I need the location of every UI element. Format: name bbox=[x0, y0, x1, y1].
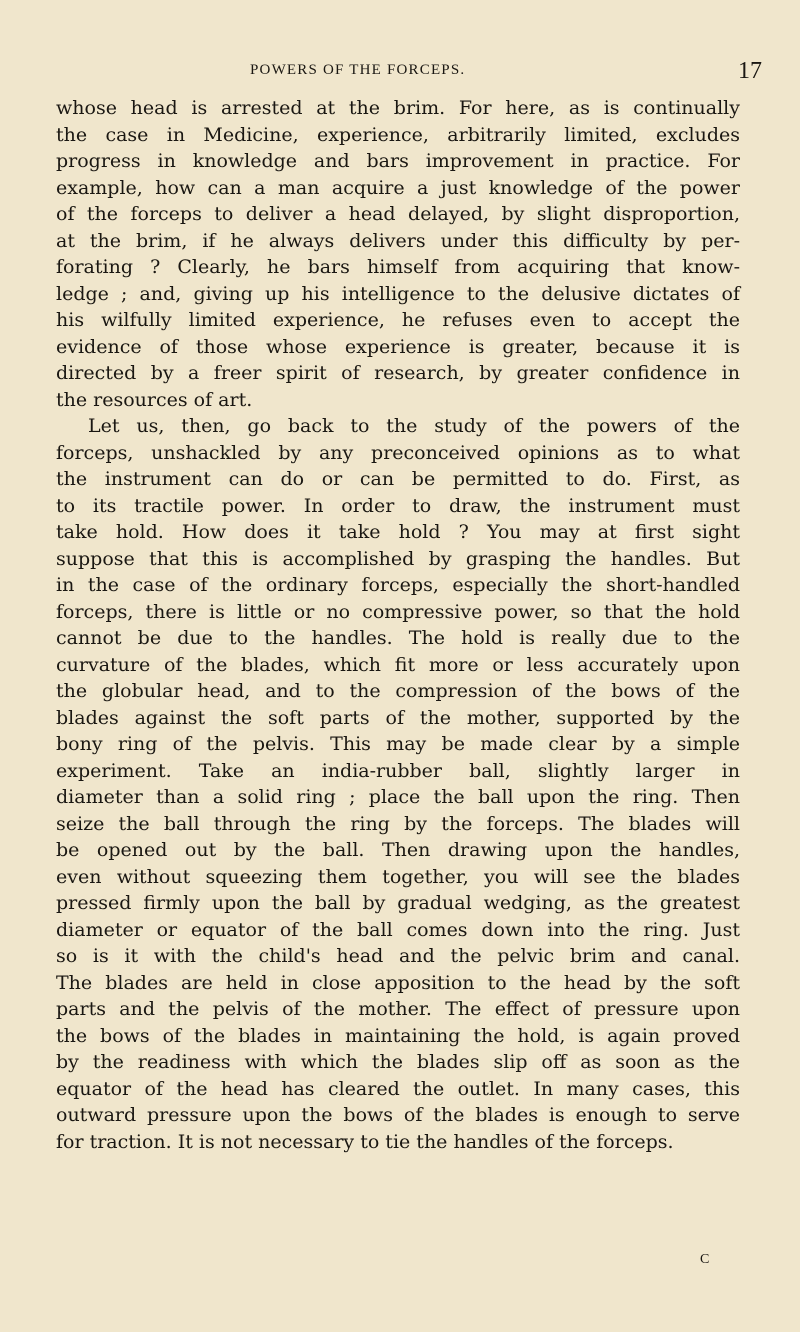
text-line: be opened out by the ball. Then drawing upon the handles, bbox=[56, 839, 740, 861]
text-line: the case in Medicine, experience, arbitrarily limited, excludes bbox=[56, 123, 740, 146]
text-line: outward pressure upon the bows of the blades is enough to serve bbox=[56, 1104, 740, 1126]
text-line: blades against the soft parts of the mother, supported by the bbox=[56, 706, 740, 729]
text-line: diameter than a solid ring ; place the ball upon the ring. Then bbox=[56, 786, 740, 808]
text-line: curvature of the blades, which fit more or less accurately upon bbox=[56, 653, 740, 676]
text-line: at the brim, if he always delivers under this difficulty by per- bbox=[56, 229, 740, 252]
text-line: the bows of the blades in maintaining the hold, is again proved bbox=[56, 1024, 740, 1047]
text-line: his wilfully limited experience, he refuses even to accept the bbox=[56, 309, 740, 331]
text-line: example, how can a man acquire a just knowledge of the power bbox=[56, 176, 740, 199]
text-line: Let us, then, go back to the study of the powers of the bbox=[88, 415, 740, 437]
text-line: suppose that this is accomplished by grasping the handles. But bbox=[56, 547, 740, 570]
text-line: forceps, there is little or no compressive power, so that the hold bbox=[56, 600, 740, 623]
text-line: seize the ball through the ring by the forceps. The blades will bbox=[56, 812, 740, 835]
text-line: so is it with the child's head and the pelvic brim and canal. bbox=[56, 945, 740, 967]
signature-mark: C bbox=[700, 1252, 710, 1267]
text-line: for traction. It is not necessary to tie the handles of the forceps. bbox=[56, 1130, 674, 1153]
text-line: the globular head, and to the compression of the bows of the bbox=[56, 680, 740, 702]
text-line: equator of the head has cleared the outlet. In many cases, this bbox=[56, 1077, 740, 1100]
text-line: parts and the pelvis of the mother. The effect of pressure upon bbox=[56, 998, 740, 1020]
text-line: in the case of the ordinary forceps, especially the short-handled bbox=[56, 574, 740, 596]
paragraph bbox=[56, 413, 740, 1155]
page-number: 17 bbox=[738, 58, 762, 84]
text-line: cannot be due to the handles. The hold is really due to the bbox=[56, 627, 740, 649]
header-title: POWERS OF THE FORCEPS. bbox=[250, 62, 466, 78]
body-text bbox=[56, 95, 740, 1155]
text-line: progress in knowledge and bars improvement in practice. For bbox=[56, 150, 740, 172]
text-line: evidence of those whose experience is greater, because it is bbox=[56, 335, 740, 358]
text-line: of the forceps to deliver a head delayed, by slight disproportion, bbox=[56, 203, 740, 225]
paragraph bbox=[56, 95, 740, 413]
text-line: the resources of art. bbox=[56, 388, 253, 411]
text-line: the instrument can do or can be permitted to do. First, as bbox=[56, 468, 740, 490]
text-line: by the readiness with which the blades slip off as soon as the bbox=[56, 1051, 740, 1073]
text-line: pressed firmly upon the ball by gradual wedging, as the greatest bbox=[56, 892, 740, 914]
text-line: diameter or equator of the ball comes down into the ring. Just bbox=[56, 918, 740, 941]
paragraphs bbox=[56, 95, 740, 1155]
text-line: ledge ; and, giving up his intelligence to the delusive dictates of bbox=[56, 282, 740, 305]
text-line: whose head is arrested at the brim. For here, as is continually bbox=[56, 97, 740, 119]
text-line: directed by a freer spirit of research, by greater confidence in bbox=[56, 362, 740, 384]
text-line: forceps, unshackled by any preconceived opinions as to what bbox=[56, 441, 740, 464]
text-line: even without squeezing them together, you will see the blades bbox=[56, 865, 740, 888]
running-head bbox=[0, 58, 800, 82]
text-line: experiment. Take an india-rubber ball, slightly larger in bbox=[56, 759, 740, 782]
text-line: The blades are held in close apposition to the head by the soft bbox=[56, 971, 740, 994]
text-line: bony ring of the pelvis. This may be made clear by a simple bbox=[56, 733, 740, 755]
text-line: forating ? Clearly, he bars himself from acquiring that know- bbox=[56, 256, 740, 278]
text-line: to its tractile power. In order to draw, the instrument must bbox=[56, 494, 740, 517]
text-line: take hold. How does it take hold ? You may at first sight bbox=[56, 521, 740, 543]
